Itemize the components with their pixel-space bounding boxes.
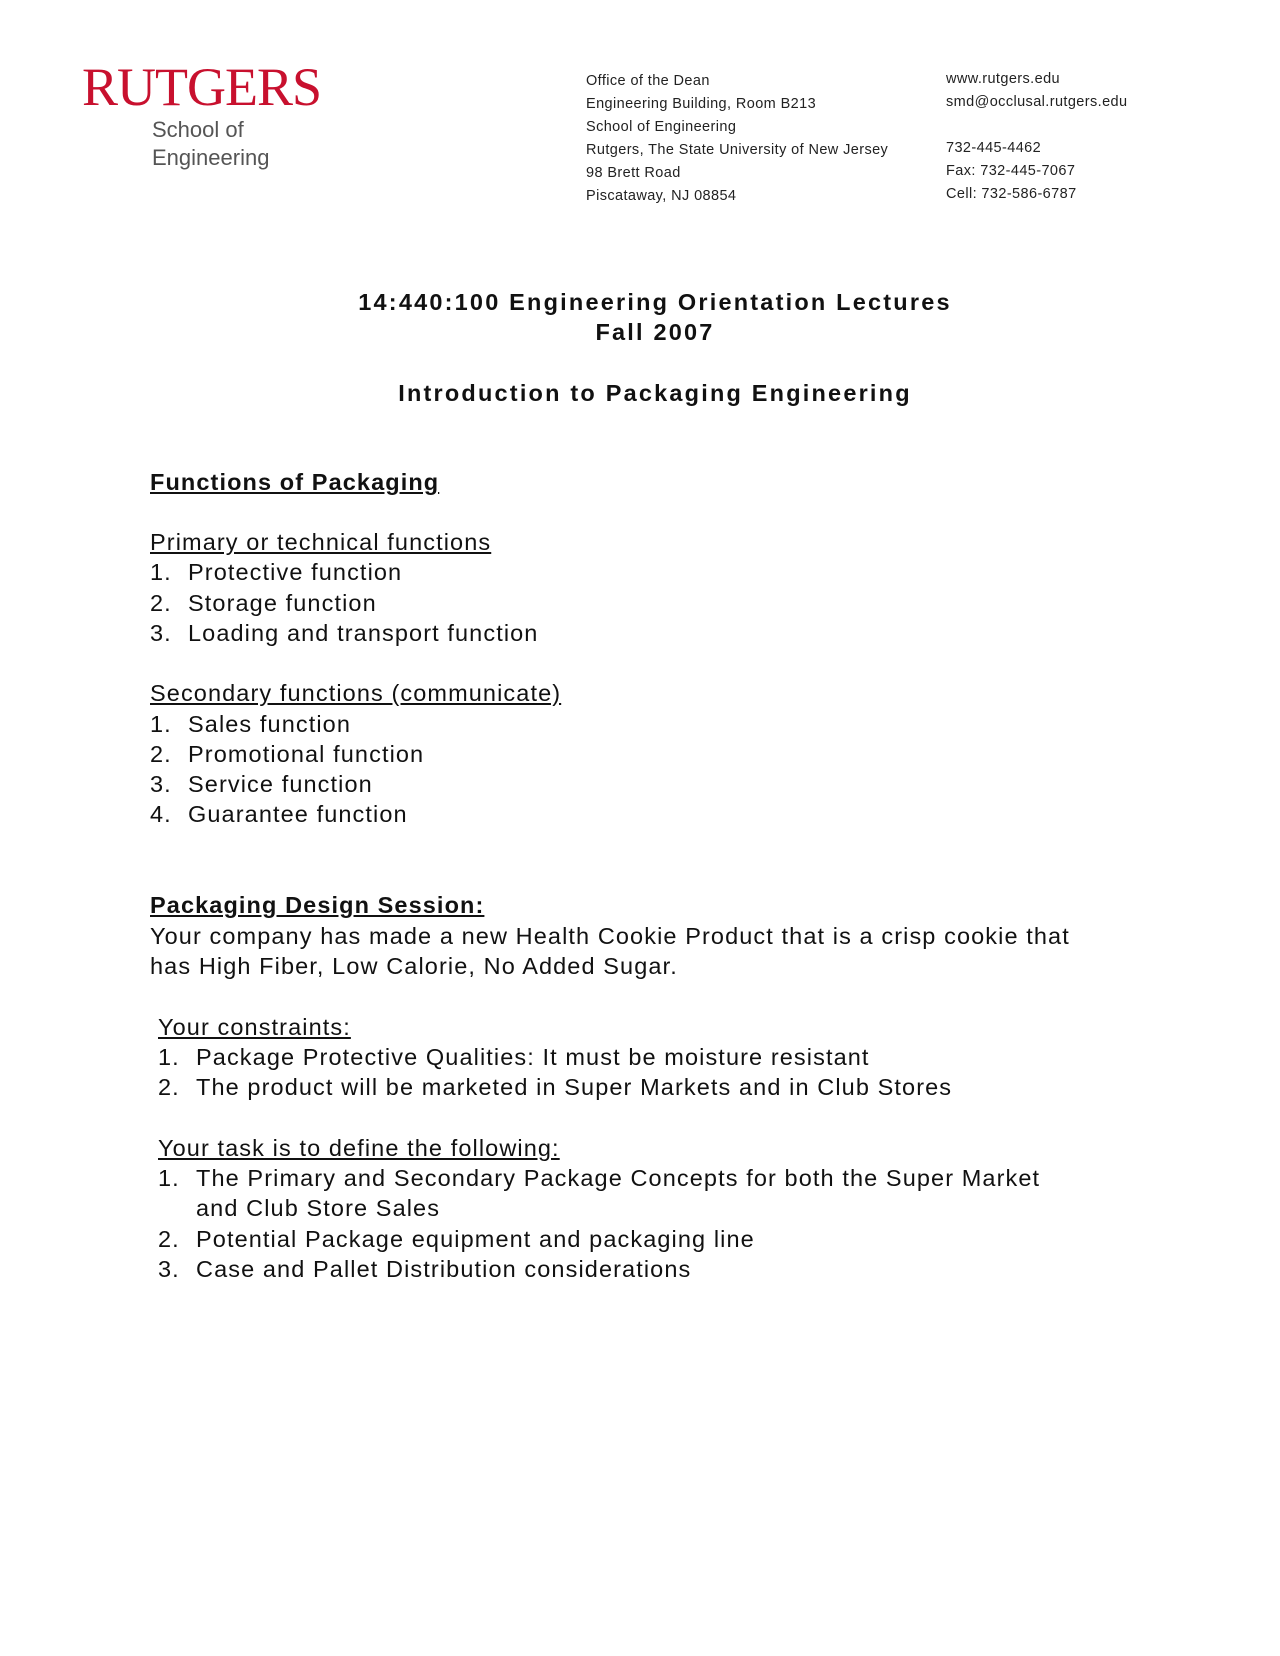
logo-subtitle: School of Engineering [152,117,270,170]
logo-wordmark: RUTGERS [82,57,322,117]
constraints-heading: Your constraints: [158,1014,351,1040]
rutgers-logo [82,57,362,170]
address-line: Engineering Building, Room B213 [586,96,817,112]
list-item: 3. Service function [150,771,373,797]
functions-heading: Functions of Packaging [150,469,440,495]
list-item: 3. Case and Pallet Distribution considerations [158,1256,692,1282]
session-heading: Packaging Design Session: [150,892,485,918]
list-item: 1. Protective function [150,559,403,585]
address-line: Office of the Dean [586,73,710,89]
list-item: 2. The product will be marketed in Super Markets and in Club Stores [158,1074,953,1100]
email-link[interactable]: smd@occlusal.rutgers.edu [946,94,1128,110]
session-intro-line: Your company has made a new Health Cookie Product that is a crisp cookie that [150,923,1070,949]
course-title: 14:440:100 Engineering Orientation Lectures [358,289,952,315]
list-item: 2. Promotional function [150,741,425,767]
list-item: 2. Storage function [150,590,377,616]
list-item: 1. Sales function [150,711,352,737]
phone-number: 732-445-4462 [946,140,1042,156]
list-item: 1. Package Protective Qualities: It must be moisture resistant [158,1044,870,1070]
list-item: 4. Guarantee function [150,801,408,827]
address-block [586,70,888,208]
address-line: School of Engineering [586,119,737,135]
contact-block [946,68,1127,206]
cell-number: Cell: 732-586-6787 [946,186,1077,202]
session-intro-line: has High Fiber, Low Calorie, No Added Sugar. [150,953,678,979]
task-heading: Your task is to define the following: [158,1135,560,1161]
address-line: Rutgers, The State University of New Jersey [586,142,889,158]
list-item: 2. Potential Package equipment and packaging line [158,1226,755,1252]
list-item-continuation: and Club Store Sales [196,1195,441,1221]
secondary-functions-heading: Secondary functions (communicate) [150,680,562,706]
term-title: Fall 2007 [595,319,715,345]
website-link[interactable]: www.rutgers.edu [946,71,1060,87]
primary-functions-heading: Primary or technical functions [150,529,492,555]
list-item: 1. The Primary and Secondary Package Concepts for both the Super Market [158,1165,1041,1191]
lecture-title: Introduction to Packaging Engineering [398,380,912,406]
list-item: 3. Loading and transport function [150,620,539,646]
address-line: 98 Brett Road [586,165,681,181]
address-line: Piscataway, NJ 08854 [586,188,737,204]
fax-number: Fax: 732-445-7067 [946,163,1076,179]
